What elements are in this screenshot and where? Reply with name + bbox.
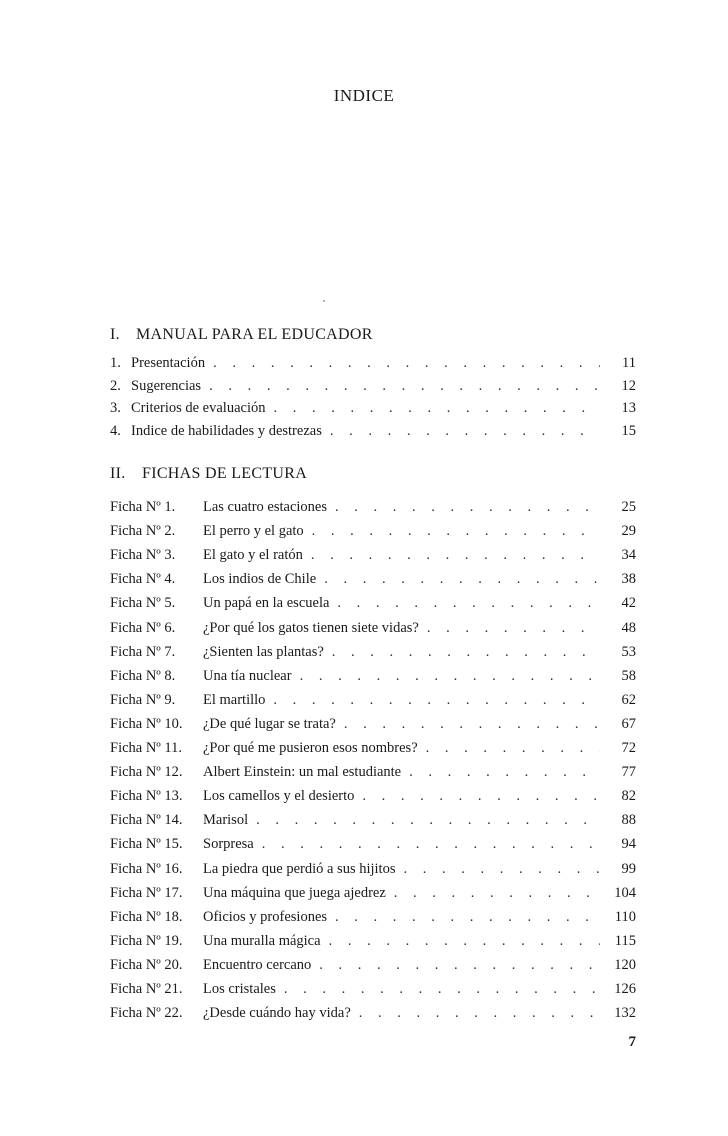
toc-entry: [110, 692, 636, 714]
entry-title: Sugerencias: [131, 377, 202, 394]
section-number: I.: [110, 326, 120, 343]
ficha-label: Ficha Nº 16.: [110, 860, 183, 877]
dot-leader: [326, 423, 600, 440]
dot-leader: [258, 836, 600, 853]
entry-title: Indice de habilidades y destrezas: [131, 422, 322, 439]
entry-page: 11: [622, 355, 636, 371]
dot-leader: [307, 547, 600, 564]
ficha-label: Ficha Nº 1.: [110, 499, 176, 515]
entry-page: 25: [621, 499, 636, 515]
ficha-label: Ficha Nº 17.: [110, 884, 183, 901]
entry-page: 13: [621, 400, 636, 416]
toc-entry: [110, 788, 636, 810]
entry-title: La piedra que perdió a sus hijitos: [203, 860, 396, 877]
toc-entry: [110, 861, 636, 883]
toc-entry: [110, 812, 636, 834]
entry-title: Las cuatro estaciones: [203, 499, 328, 515]
dot-leader: [320, 571, 600, 588]
entry-title: Albert Einstein: un mal estudiante: [203, 764, 402, 781]
entry-page: 94: [621, 836, 636, 853]
dot-leader: [280, 981, 600, 998]
entry-title: ¿Por qué me pusieron esos nombres?: [203, 740, 418, 756]
page-number: 7: [628, 1034, 636, 1050]
toc-entry: [110, 957, 636, 979]
section-title: FICHAS DE LECTURA: [142, 465, 308, 482]
entry-page: 48: [621, 619, 636, 636]
entry-title: El martillo: [203, 691, 266, 708]
ficha-label: Ficha Nº 21.: [110, 981, 183, 997]
entry-page: 120: [614, 956, 636, 973]
entry-page: 88: [621, 812, 636, 829]
toc-entry: [110, 400, 636, 422]
dot-leader: [252, 812, 600, 829]
section-heading-fichas: [110, 465, 307, 483]
dot-leader: [269, 400, 600, 417]
entry-title: El gato y el ratón: [203, 547, 303, 564]
page-title: INDICE: [333, 86, 395, 105]
dot-leader: [328, 644, 600, 661]
entry-page: 99: [621, 860, 636, 877]
dot-leader: [296, 668, 600, 685]
ficha-label: Ficha Nº 14.: [110, 812, 183, 829]
ficha-label: Ficha Nº 2.: [110, 523, 176, 540]
entry-title: Una tía nuclear: [203, 667, 292, 684]
ficha-label: Ficha Nº 3.: [110, 547, 176, 564]
stray-dot: [323, 300, 325, 302]
entry-title: Oficios y profesiones: [203, 908, 328, 925]
entry-title: ¿De qué lugar se trata?: [203, 715, 336, 732]
dot-leader: [315, 957, 600, 974]
toc-entry: [110, 571, 636, 593]
dot-leader: [358, 788, 600, 805]
entry-page: 53: [621, 643, 636, 660]
toc-entry: [110, 1005, 636, 1027]
ficha-label: Ficha Nº 20.: [110, 956, 183, 973]
dot-leader: [331, 909, 600, 926]
entry-title: Encuentro cercano: [203, 956, 312, 973]
entry-page: 42: [621, 595, 636, 612]
entry-page: 12: [621, 377, 636, 394]
section-title: MANUAL PARA EL EDUCADOR: [136, 326, 373, 343]
dot-leader: [325, 933, 600, 950]
toc-entry: [110, 355, 636, 377]
ficha-label: Ficha Nº 18.: [110, 908, 183, 925]
toc-entry: [110, 764, 636, 786]
entry-page: 82: [621, 788, 636, 805]
section-number: II.: [110, 465, 126, 482]
entry-page: 29: [621, 523, 636, 540]
toc-entry: [110, 740, 636, 762]
ficha-label: Ficha Nº 11.: [110, 740, 183, 756]
toc-entry: [110, 644, 636, 666]
toc-entry: [110, 595, 636, 617]
ficha-label: Ficha Nº 10.: [110, 715, 183, 732]
toc-entry: [110, 885, 636, 907]
dot-leader: [399, 861, 600, 878]
entry-page: 126: [614, 981, 636, 997]
entry-title: Los indios de Chile: [203, 571, 317, 588]
entry-page: 104: [614, 884, 636, 901]
entry-page: 58: [621, 667, 636, 684]
dot-leader: [355, 1005, 600, 1022]
dot-leader: [423, 620, 600, 637]
entry-title: Los camellos y el desierto: [203, 788, 355, 805]
dot-leader: [269, 692, 600, 709]
dot-leader: [308, 523, 600, 540]
toc-entry: [110, 547, 636, 569]
entry-title: Presentación: [131, 355, 206, 371]
entry-number: 3.: [110, 400, 121, 416]
ficha-label: Ficha Nº 9.: [110, 691, 176, 708]
ficha-label: Ficha Nº 5.: [110, 595, 176, 612]
entry-page: 72: [621, 740, 636, 756]
entry-page: 62: [621, 691, 636, 708]
dot-leader: [422, 740, 600, 757]
section-heading-manual: [110, 326, 373, 344]
entry-number: 4.: [110, 422, 121, 439]
entry-page: 132: [614, 1005, 636, 1022]
toc-entry: [110, 499, 636, 521]
toc-entry: [110, 668, 636, 690]
ficha-label: Ficha Nº 7.: [110, 643, 176, 660]
ficha-label: Ficha Nº 8.: [110, 667, 176, 684]
entry-page: 77: [621, 764, 636, 781]
dot-leader: [209, 355, 600, 372]
entry-number: 1.: [110, 355, 121, 371]
ficha-label: Ficha Nº 13.: [110, 788, 183, 805]
entry-title: Sorpresa: [203, 836, 254, 853]
toc-entry: [110, 523, 636, 545]
ficha-label: Ficha Nº 4.: [110, 571, 176, 588]
entry-number: 2.: [110, 377, 121, 394]
dot-leader: [405, 764, 600, 781]
entry-page: 110: [614, 908, 636, 925]
toc-entry: [110, 909, 636, 931]
entry-title: ¿Sienten las plantas?: [203, 643, 324, 660]
entry-page: 38: [621, 571, 636, 588]
entry-title: Una muralla mágica: [203, 932, 321, 949]
entry-title: ¿Por qué los gatos tienen siete vidas?: [203, 619, 419, 636]
toc-entry: [110, 716, 636, 738]
toc-entry: [110, 933, 636, 955]
dot-leader: [340, 716, 600, 733]
dot-leader: [333, 595, 600, 612]
entry-title: Los cristales: [203, 981, 276, 997]
dot-leader: [331, 499, 600, 516]
ficha-label: Ficha Nº 19.: [110, 932, 183, 949]
ficha-label: Ficha Nº 6.: [110, 619, 176, 636]
entry-page: 115: [614, 932, 636, 949]
entry-page: 34: [621, 547, 636, 564]
entry-title: El perro y el gato: [203, 523, 304, 540]
ficha-label: Ficha Nº 22.: [110, 1005, 183, 1022]
toc-entry: [110, 981, 636, 1003]
entry-page: 67: [621, 715, 636, 732]
ficha-label: Ficha Nº 12.: [110, 764, 183, 781]
entry-title: Una máquina que juega ajedrez: [203, 884, 386, 901]
dot-leader: [390, 885, 600, 902]
entry-title: Criterios de evaluación: [131, 400, 266, 416]
entry-title: Marisol: [203, 812, 249, 829]
toc-entry: [110, 620, 636, 642]
entry-title: ¿Desde cuándo hay vida?: [203, 1005, 351, 1022]
toc-entry: [110, 423, 636, 445]
entry-title: Un papá en la escuela: [203, 595, 330, 612]
ficha-label: Ficha Nº 15.: [110, 836, 183, 853]
toc-entry: [110, 836, 636, 858]
entry-page: 15: [621, 422, 636, 439]
toc-entry: [110, 378, 636, 400]
dot-leader: [205, 378, 600, 395]
